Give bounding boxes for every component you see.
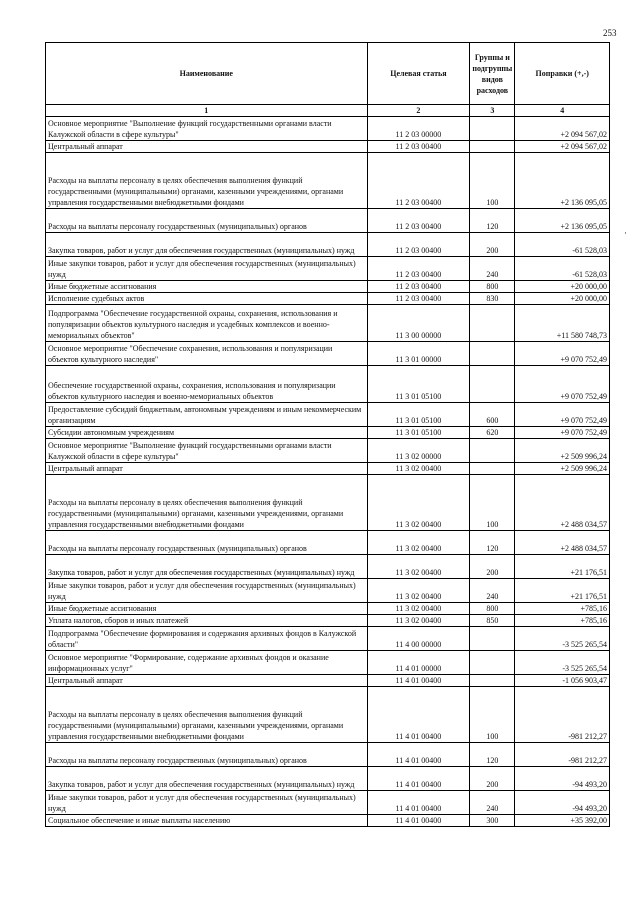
row-target-code: 11 2 03 00400 (367, 233, 470, 257)
row-target-code: 11 4 01 00400 (367, 743, 470, 767)
row-amount: +35 392,00 (515, 815, 610, 827)
row-expense-group: 800 (470, 603, 515, 615)
row-name: Социальное обеспечение и иные выплаты населению (46, 815, 368, 827)
row-name: Иные бюджетные ассигнования (46, 281, 368, 293)
table-row (46, 651, 610, 675)
row-amount: +2 509 996,24 (515, 463, 610, 475)
row-name: Центральный аппарат (46, 463, 368, 475)
row-amount: +9 070 752,49 (515, 342, 610, 366)
table-row (46, 305, 610, 342)
row-target-code: 11 3 02 00400 (367, 579, 470, 603)
row-expense-group (470, 305, 515, 342)
column-number: 4 (515, 105, 610, 117)
row-name: Подпрограмма "Обеспечение государственной охраны, сохранения, использования и популяризации объектов культурного наследия и усадебных комплексов и военно-мемориальных объектов" (46, 305, 368, 342)
row-amount: -3 525 265,54 (515, 651, 610, 675)
row-expense-group: 240 (470, 579, 515, 603)
table-row (46, 141, 610, 153)
row-name: Уплата налогов, сборов и иных платежей (46, 615, 368, 627)
table-row (46, 603, 610, 615)
table-row (46, 427, 610, 439)
row-name: Основное мероприятие "Обеспечение сохранения, использования и популяризации объектов культурного наследия" (46, 342, 368, 366)
row-name: Расходы на выплаты персоналу государственных (муниципальных) органов (46, 209, 368, 233)
row-name: Предоставление субсидий бюджетным, автономным учреждениям и иным некоммерческим организациям (46, 403, 368, 427)
table-row (46, 791, 610, 815)
row-target-code: 11 2 03 00400 (367, 153, 470, 209)
row-amount: -981 212,27 (515, 687, 610, 743)
table-row (46, 153, 610, 209)
row-expense-group (470, 366, 515, 403)
column-number: 1 (46, 105, 368, 117)
row-target-code: 11 4 00 00000 (367, 627, 470, 651)
row-name: Основное мероприятие "Выполнение функций государственными органами власти Калужской области в сфере культуры" (46, 117, 368, 141)
table-header-row (46, 43, 610, 105)
row-target-code: 11 3 02 00400 (367, 531, 470, 555)
row-expense-group: 200 (470, 233, 515, 257)
row-name: Иные бюджетные ассигнования (46, 603, 368, 615)
table-row (46, 293, 610, 305)
row-target-code: 11 4 01 00400 (367, 791, 470, 815)
row-target-code: 11 2 03 00400 (367, 141, 470, 153)
row-name: Закупка товаров, работ и услуг для обеспечения государственных (муниципальных) нужд (46, 233, 368, 257)
table-row (46, 209, 610, 233)
row-expense-group: 200 (470, 555, 515, 579)
table-row (46, 531, 610, 555)
row-target-code: 11 2 03 00400 (367, 257, 470, 281)
row-target-code: 11 3 01 05100 (367, 427, 470, 439)
row-name: Основное мероприятие "Формирование, содержание архивных фондов и оказание информационных услуг" (46, 651, 368, 675)
row-target-code: 11 4 01 00000 (367, 651, 470, 675)
row-target-code: 11 2 03 00000 (367, 117, 470, 141)
row-target-code: 11 3 01 05100 (367, 366, 470, 403)
row-target-code: 11 2 03 00400 (367, 281, 470, 293)
row-name: Иные закупки товаров, работ и услуг для обеспечения государственных (муниципальных) нужд (46, 257, 368, 281)
budget-amendments-table (45, 42, 610, 827)
row-expense-group (470, 463, 515, 475)
row-name: Исполнение судебных актов (46, 293, 368, 305)
row-target-code: 11 4 01 00400 (367, 687, 470, 743)
table-row (46, 117, 610, 141)
page-number: 253 (603, 28, 617, 38)
table-row (46, 687, 610, 743)
row-amount: +20 000,00 (515, 281, 610, 293)
header-amount: Поправки (+,-) (515, 43, 610, 105)
row-amount: +2 094 567,02 (515, 117, 610, 141)
row-target-code: 11 3 02 00000 (367, 439, 470, 463)
table-row (46, 743, 610, 767)
row-expense-group: 120 (470, 531, 515, 555)
table-row (46, 475, 610, 531)
row-name: Расходы на выплаты персоналу государственных (муниципальных) органов (46, 531, 368, 555)
row-amount: +2 136 095,05 (515, 209, 610, 233)
table-row (46, 627, 610, 651)
table-row (46, 815, 610, 827)
table-row (46, 281, 610, 293)
row-name: Расходы на выплаты персоналу в целях обеспечения выполнения функций государственными (муниципальными) органами, казенными учреждениями, органами управления государственными внебюджетными фондами (46, 153, 368, 209)
table-row (46, 403, 610, 427)
row-target-code: 11 3 02 00400 (367, 615, 470, 627)
row-expense-group (470, 117, 515, 141)
row-amount: -981 212,27 (515, 743, 610, 767)
row-amount: -94 493,20 (515, 791, 610, 815)
row-expense-group (470, 651, 515, 675)
row-target-code: 11 4 01 00400 (367, 675, 470, 687)
row-name: Расходы на выплаты персоналу государственных (муниципальных) органов (46, 743, 368, 767)
row-expense-group: 100 (470, 475, 515, 531)
row-expense-group (470, 675, 515, 687)
row-expense-group: 120 (470, 743, 515, 767)
row-amount: +2 509 996,24 (515, 439, 610, 463)
row-name: Закупка товаров, работ и услуг для обеспечения государственных (муниципальных) нужд (46, 555, 368, 579)
row-amount: +20 000,00 (515, 293, 610, 305)
row-target-code: 11 3 02 00400 (367, 475, 470, 531)
row-expense-group: 100 (470, 687, 515, 743)
row-target-code: 11 3 02 00400 (367, 603, 470, 615)
row-amount: -1 056 903,47 (515, 675, 610, 687)
row-expense-group: 600 (470, 403, 515, 427)
row-expense-group: 200 (470, 767, 515, 791)
row-expense-group (470, 342, 515, 366)
row-amount: +9 070 752,49 (515, 427, 610, 439)
row-name: Расходы на выплаты персоналу в целях обеспечения выполнения функций государственными (муниципальными) органами, казенными учреждениями, органами управления государственными внебюджетными фондами (46, 687, 368, 743)
row-expense-group: 120 (470, 209, 515, 233)
table-row (46, 366, 610, 403)
row-expense-group (470, 439, 515, 463)
row-target-code: 11 3 01 05100 (367, 403, 470, 427)
row-name: Центральный аппарат (46, 675, 368, 687)
row-amount: +21 176,51 (515, 579, 610, 603)
row-expense-group: 100 (470, 153, 515, 209)
row-amount: -61 528,03 (515, 233, 610, 257)
row-name: Центральный аппарат (46, 141, 368, 153)
margin-mark: · (624, 228, 627, 238)
row-expense-group: 240 (470, 257, 515, 281)
column-number: 2 (367, 105, 470, 117)
table-row (46, 675, 610, 687)
row-target-code: 11 3 02 00400 (367, 463, 470, 475)
row-amount: +2 488 034,57 (515, 475, 610, 531)
table-row (46, 439, 610, 463)
table-row (46, 767, 610, 791)
row-amount: +9 070 752,49 (515, 403, 610, 427)
row-amount: +785,16 (515, 603, 610, 615)
row-name: Иные закупки товаров, работ и услуг для обеспечения государственных (муниципальных) нужд (46, 579, 368, 603)
row-target-code: 11 4 01 00400 (367, 815, 470, 827)
row-target-code: 11 3 00 00000 (367, 305, 470, 342)
table-row (46, 555, 610, 579)
row-name: Расходы на выплаты персоналу в целях обеспечения выполнения функций государственными (муниципальными) органами, казенными учреждениями, органами управления государственными внебюджетными фондами (46, 475, 368, 531)
row-expense-group: 620 (470, 427, 515, 439)
table-row (46, 233, 610, 257)
row-amount: +21 176,51 (515, 555, 610, 579)
column-number: 3 (470, 105, 515, 117)
row-expense-group: 240 (470, 791, 515, 815)
row-amount: +2 094 567,02 (515, 141, 610, 153)
table-row (46, 463, 610, 475)
row-target-code: 11 3 02 00400 (367, 555, 470, 579)
table-row (46, 615, 610, 627)
row-target-code: 11 3 01 00000 (367, 342, 470, 366)
row-name: Закупка товаров, работ и услуг для обеспечения государственных (муниципальных) нужд (46, 767, 368, 791)
table-row (46, 342, 610, 366)
row-expense-group (470, 627, 515, 651)
row-amount: +9 070 752,49 (515, 366, 610, 403)
row-expense-group: 850 (470, 615, 515, 627)
header-code: Целевая статья (367, 43, 470, 105)
table-row (46, 257, 610, 281)
row-name: Субсидии автономным учреждениям (46, 427, 368, 439)
row-amount: +785,16 (515, 615, 610, 627)
column-number-row (46, 105, 610, 117)
row-amount: +2 136 095,05 (515, 153, 610, 209)
row-expense-group (470, 141, 515, 153)
header-group: Группы и подгруппы видов расходов (470, 43, 515, 105)
row-amount: -61 528,03 (515, 257, 610, 281)
row-name: Основное мероприятие "Выполнение функций государственными органами власти Калужской области в сфере культуры" (46, 439, 368, 463)
row-amount: +2 488 034,57 (515, 531, 610, 555)
row-name: Иные закупки товаров, работ и услуг для обеспечения государственных (муниципальных) нужд (46, 791, 368, 815)
row-expense-group: 800 (470, 281, 515, 293)
row-expense-group: 300 (470, 815, 515, 827)
row-amount: -3 525 265,54 (515, 627, 610, 651)
row-amount: +11 580 748,73 (515, 305, 610, 342)
row-amount: -94 493,20 (515, 767, 610, 791)
row-expense-group: 830 (470, 293, 515, 305)
row-target-code: 11 2 03 00400 (367, 209, 470, 233)
header-name: Наименование (46, 43, 368, 105)
row-target-code: 11 4 01 00400 (367, 767, 470, 791)
row-name: Обеспечение государственной охраны, сохранения, использования и популяризации объектов культурного наследия и военно-мемориальных объектов (46, 366, 368, 403)
row-target-code: 11 2 03 00400 (367, 293, 470, 305)
table-row (46, 579, 610, 603)
row-name: Подпрограмма "Обеспечение формирования и содержания архивных фондов в Калужской области" (46, 627, 368, 651)
table-body (46, 117, 610, 827)
